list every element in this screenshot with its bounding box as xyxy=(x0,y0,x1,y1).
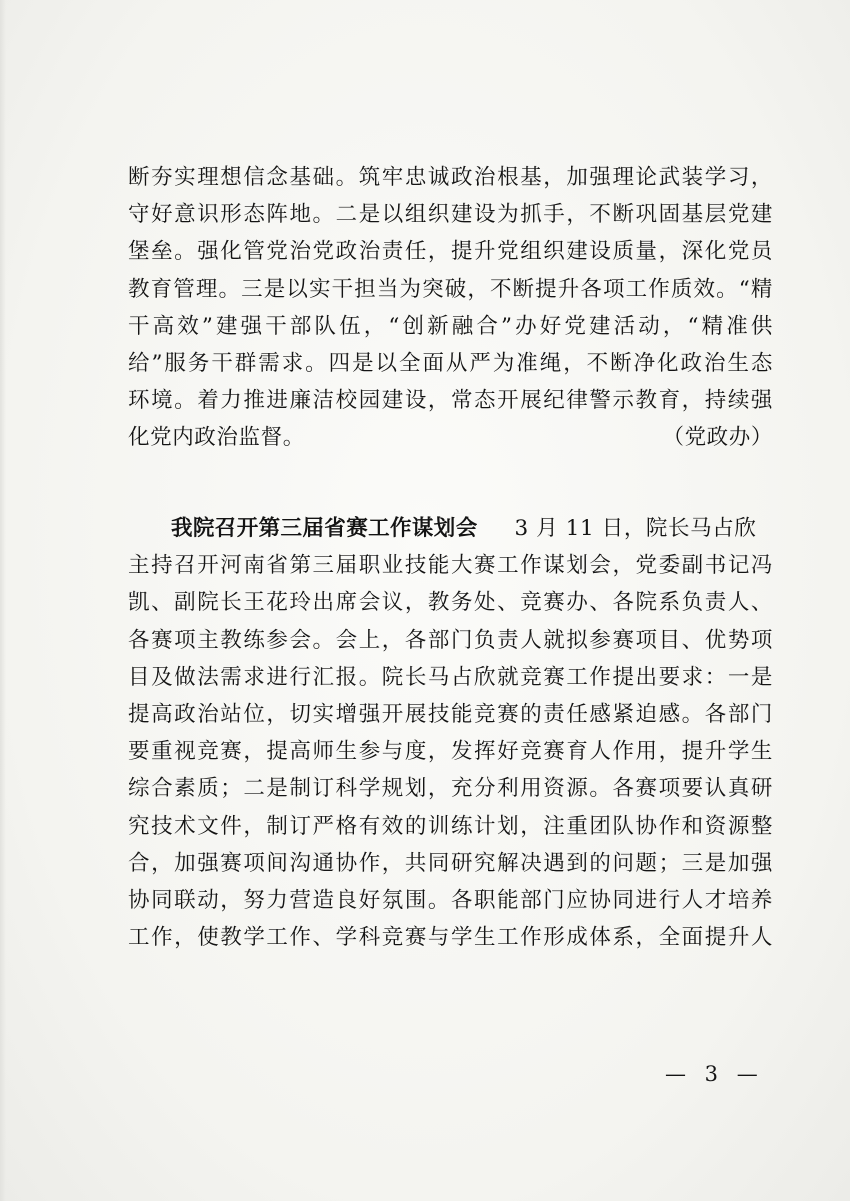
paragraph-line: 协同联动，努力营造良好氛围。各职能部门应协同进行人才培养 xyxy=(128,887,773,913)
paragraph-line: 目及做法需求进行汇报。院长马占欣就竞赛工作提出要求：一是 xyxy=(128,664,773,690)
paragraph-line: 提高政治站位，切实增强开展技能竞赛的责任感紧迫感。各部门 xyxy=(128,701,773,727)
news-lead-text: 3 月 11 日，院长马占欣 xyxy=(514,516,757,541)
paragraph-line-text: 化党内政治监督。 xyxy=(128,425,305,451)
scan-edge-shadow xyxy=(0,0,6,1201)
paragraph-line: 堡垒。强化管党治党政治责任，提升党组织建设质量，深化党员 xyxy=(128,239,773,265)
paragraph-line: 教育管理。三是以实干担当为突破，不断提升各项工作质效。“精 xyxy=(128,276,773,302)
paragraph-line: 合，加强赛项间沟通协作，共同研究解决遇到的问题；三是加强 xyxy=(128,850,773,876)
paragraph-continuation xyxy=(128,159,773,457)
paragraph-line: 主持召开河南省第三届职业技能大赛工作谋划会，党委副书记冯 xyxy=(128,553,773,579)
news-item xyxy=(128,510,773,956)
paragraph-line: 守好意识形态阵地。二是以组织建设为抓手，不断巩固基层党建 xyxy=(128,202,773,228)
paragraph-line: 环境。着力推进廉洁校园建设，常态开展纪律警示教育，持续强 xyxy=(128,388,773,414)
page-number: — 3 — xyxy=(665,1062,764,1086)
paragraph-last-line xyxy=(128,419,773,456)
paragraph-line: 断夯实理想信念基础。筑牢忠诚政治根基，加强理论武装学习， xyxy=(128,165,773,190)
paragraph-line: 综合素质；二是制订科学规划，充分利用资源。各赛项要认真研 xyxy=(128,776,773,802)
news-item-first-line xyxy=(128,510,773,547)
paragraph-line: 凯、副院长王花玲出席会议，教务处、竞赛办、各院系负责人、 xyxy=(128,590,773,616)
paragraph-line: 各赛项主教练参会。会上，各部门负责人就拟参赛项目、优势项 xyxy=(128,627,773,653)
paragraph-line: 给”服务干群需求。四是以全面从严为准绳，不断净化政治生态 xyxy=(128,350,773,376)
paragraph-line: 工作，使教学工作、学科竞赛与学生工作形成体系，全面提升人 xyxy=(128,925,773,951)
department-signature: （党政办） xyxy=(662,425,773,451)
paragraph-line: 干高效”建强干部队伍，“创新融合”办好党建活动，“精准供 xyxy=(128,313,773,339)
news-headline: 我院召开第三届省赛工作谋划会 xyxy=(171,516,478,541)
paragraph-line: 要重视竞赛，提高师生参与度，发挥好竞赛育人作用，提升学生 xyxy=(128,739,773,765)
paragraph-line: 究技术文件，制订严格有效的训练计划，注重团队协作和资源整 xyxy=(128,813,773,839)
